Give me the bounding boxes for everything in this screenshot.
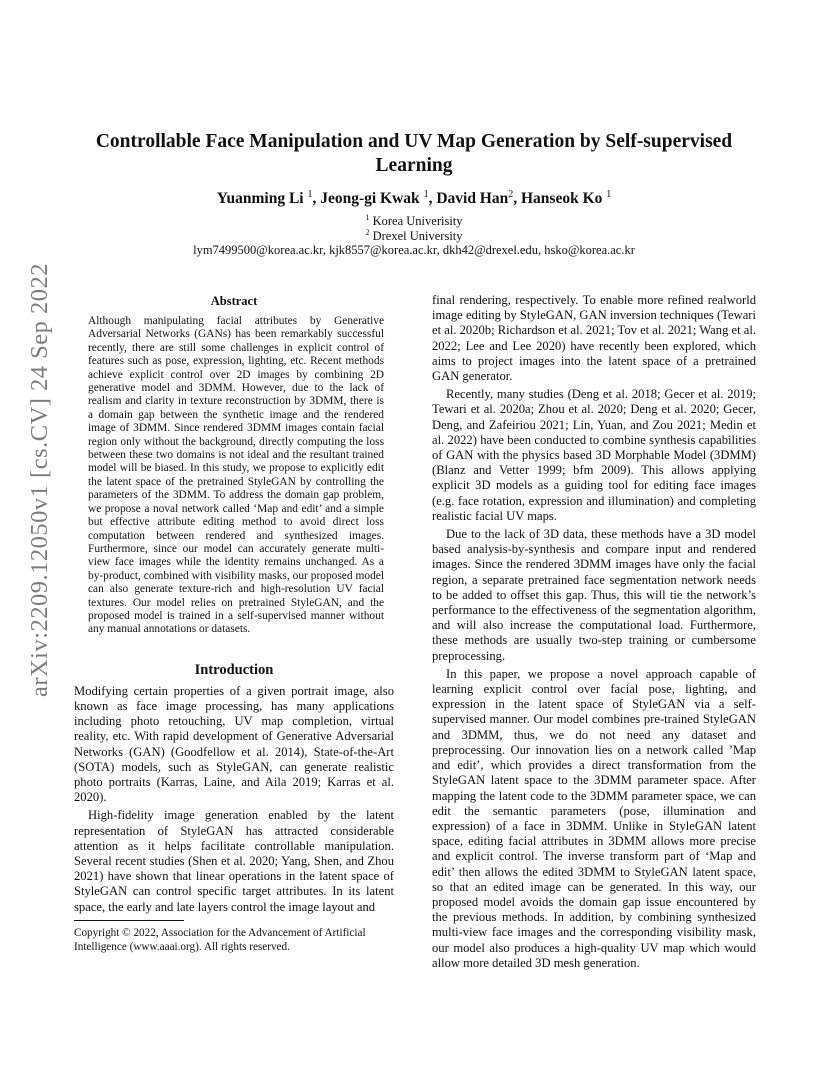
author-affil-mark: 1 <box>307 189 313 200</box>
author-affil-mark: 2 <box>508 189 514 200</box>
author-separator: , <box>312 190 321 208</box>
author-affil-mark: 1 <box>423 189 429 200</box>
body-paragraph: Recently, many studies (Deng et al. 2018; Gecer et al. 2019; Tewari et al. 2020a; Zhou et al. 2020; Deng et al. 2020; Gecer, Deng, and Zafeiriou 2021; Lin, Yuan, and Zou 2021; Medin et al. 2022) have been conducted to combine synthesis capabilities of GAN with the physics based 3D Morphable Model (3DMM) (Blanz and Vetter 1999; bfm 2009). This allows applying explicit 3D models as a guiding tool for editing face images (e.g. face rotation, expression and illumination) and completing realistic facial UV maps. <box>432 387 756 523</box>
author-name: Jeong-gi Kwak <box>320 190 420 208</box>
author-list <box>70 189 758 208</box>
body-paragraph: Due to the lack of 3D data, these methods have a 3D model based analysis-by-synthesis and compare input and rendered images. Since the rendered 3DMM images have only the facial region, a separate pretrained face segmentation network needs to be added to offset this gap. Thus, this will tie the network’s performance to the effectiveness of the segmentation algorithm, and will also increase the computational load. Furthermore, these methods are usually two-step training or cumbersome preprocessing. <box>432 527 756 663</box>
author-separator: , <box>513 190 521 208</box>
author-name: David Han <box>436 190 509 208</box>
author-name: Hanseok Ko <box>521 190 603 208</box>
affiliation-name: Korea Univerisity <box>372 214 463 229</box>
affiliation-mark: 1 <box>365 213 370 222</box>
abstract-heading: Abstract <box>210 294 258 308</box>
introduction-heading: Introduction <box>194 661 274 678</box>
footnote-rule <box>74 920 184 921</box>
body-paragraph: In this paper, we propose a novel approach capable of learning explicit control over facial pose, lighting, and expression in the latent space of StyleGAN via a self-supervised manner. Our model combines pre-trained StyleGAN and 3DMM, thus, we do not need any dataset and preprocessing. Our innovation lies on a network called ’Map and edit’, which provides a direct transformation from the StyleGAN latent space to the 3DMM parameter space. After mapping the latent code to the 3DMM parameter space, we can edit the semantic parameters (pose, illumination and expression) of a face in 3DMM. Unlike in StyleGAN latent space, editing facial attributes in 3DMM allows more precise and explicit control. The inverse transform part of ‘Map and edit’ then allows the edited 3DMM to StyleGAN latent space, so that an edited image can be generated. In this way, our proposed model avoids the domain gap issue encountered by the previous methods. In addition, by combining synthesized multi-view face images and the corresponding visibility mask, our model also produces a high-quality UV map which would allow more detailed 3D mesh generation. <box>432 666 756 970</box>
author-name: Yuanming Li <box>216 190 304 208</box>
left-column <box>74 294 394 915</box>
affiliation <box>70 213 758 229</box>
abstract-text: Although manipulating facial attributes by Generative Adversarial Networks (GANs) has been remarkably successful recently, there are still some challenges in explicit control of features such as pose, expression, lighting, etc. Recent methods achieve explicit control over 2D images by combining 2D generative model and 3DMM. However, due to the lack of realism and clarity in texture reconstruction by 3DMM, there is a domain gap between the synthetic image and the rendered image of 3DMM. Since rendered 3DMM images contain facial region only without the background, directly computing the loss between these two domains is not ideal and the resultant trained model will be biased. In this study, we propose to explicitly edit the latent space of the pretrained StyleGAN by controlling the parameters of the 3DMM. To address the domain gap problem, we propose a noval network called ‘Map and edit’ and a simple but effective attribute editing method to avoid direct loss computation between rendered and synthesized images. Furthermore, since our model can accurately generate multi-view face images while the identity remains unchanged. As a by-product, combined with visibility masks, our proposed model can also generate texture-rich and high-resolution UV facial textures. Our model relies on pretrained StyleGAN, and the proposed model is trained in a self-supervised manner without any manual annotations or datasets. <box>88 315 384 636</box>
copyright-footnote <box>74 920 394 954</box>
author-emails: lym7499500@korea.ac.kr, kjk8557@korea.ac.kr, dkh42@drexel.edu, hsko@korea.ac.kr <box>193 243 635 257</box>
author-separator: , <box>428 190 437 208</box>
arxiv-stamp-text: arXiv:2209.12050v1 [cs.CV] 24 Sep 2022 <box>26 262 53 698</box>
right-column <box>432 293 756 971</box>
affiliation-name: Drexel University <box>372 229 463 244</box>
body-paragraph: final rendering, respectively. To enable more refined realworld image editing by StyleGAN, GAN inversion techniques (Tewari et al. 2020b; Richardson et al. 2021; Tov et al. 2021; Wang et al. 2022; Lee and Lee 2020) have recently been explored, which aims to project images into the latent space of a pretrained GAN generator. <box>432 293 756 384</box>
body-paragraph: High-fidelity image generation enabled by the latent representation of StyleGAN has attracted considerable attention as it helps facilitate controllable manipulation. Several recent studies (Shen et al. 2020; Yang, Shen, and Zhou 2021) have shown that linear operations in the latent space of StyleGAN can control specific target attributes. In its latent space, the early and late layers control the image layout and <box>74 808 394 914</box>
affiliation <box>70 228 758 244</box>
author-affil-mark: 1 <box>606 189 612 200</box>
body-paragraph: Modifying certain properties of a given portrait image, also known as face image processing, has many applications including photo retouching, UV map completion, virtual reality, etc. With rapid development of Generative Adversarial Networks (GAN) (Goodfellow et al. 2014), State-of-the-Art (SOTA) models, such as StyleGAN, can generate realistic photo portraits (Karras, Laine, and Aila 2019; Karras et al. 2020). <box>74 683 394 805</box>
arxiv-stamp <box>24 262 56 698</box>
copyright-text: Copyright © 2022, Association for the Advancement of Artificial Intelligence (www.aaai.org). All rights reserved. <box>74 927 366 953</box>
paper-title: Controllable Face Manipulation and UV Map Generation by Self-supervised Learning <box>95 131 733 176</box>
affiliation-mark: 2 <box>365 228 370 237</box>
